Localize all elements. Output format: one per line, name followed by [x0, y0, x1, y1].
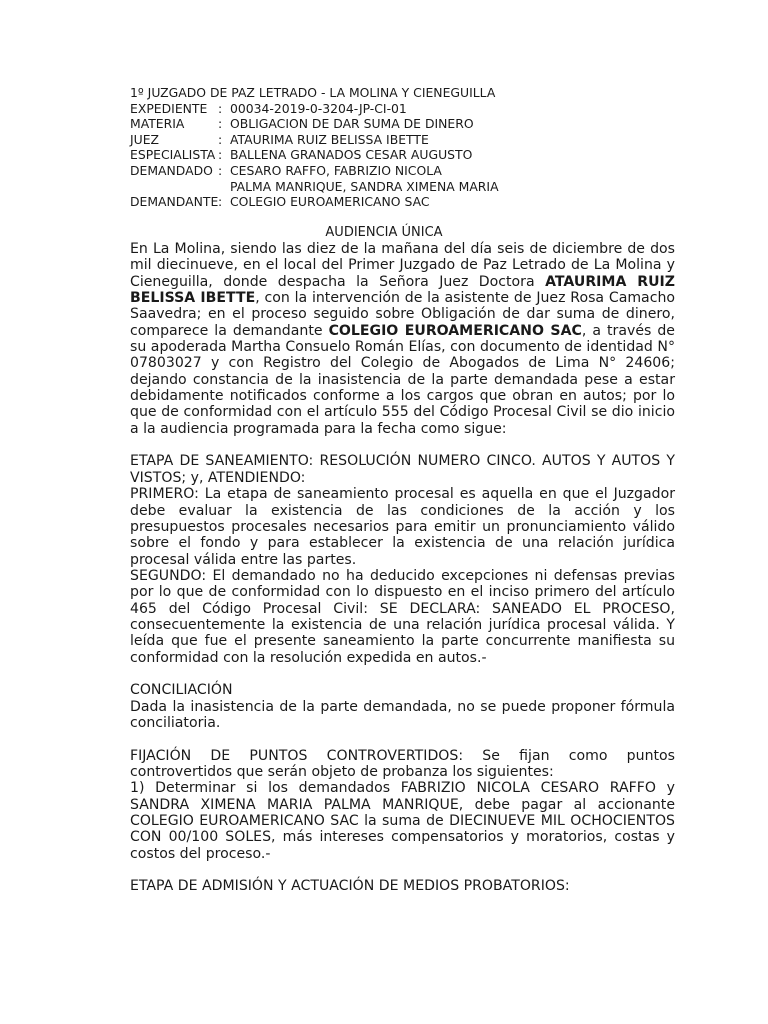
header-row-demandante: DEMANDANTE : COLEGIO EUROAMERICANO SAC — [130, 194, 430, 210]
header-value: 00034-2019-0-3204-JP-CI-01 — [230, 100, 407, 116]
conciliacion-heading: CONCILIACIÓN — [130, 682, 233, 699]
header-value: ATAURIMA RUIZ BELISSA IBETTE — [230, 131, 429, 147]
header-row-demandado: DEMANDADO : CESARO RAFFO, FABRIZIO NICOLA — [130, 162, 442, 178]
document-body — [130, 241, 675, 895]
header-label: DEMANDANTE — [130, 194, 219, 210]
judge-name: ATAURIMA RUIZ BELISSA IBETTE — [130, 273, 676, 307]
header-value: BALLENA GRANADOS CESAR AUGUSTO — [230, 147, 473, 163]
fijacion-point-1: 1) Determinar si los demandados FABRIZIO NICOLA CESARO RAFFO y SANDRA XIMENA MARIA PALMA MANRIQUE, debe pagar al accionante COLEGIO EUROAMERICANO SAC la suma de DIECINUEVE MIL OCHOCIENTOS CON 00/100 SOLES, más intereses compensatorios y moratorios, costas y costos del proceso.- — [130, 780, 675, 862]
header-label: ESPECIALISTA — [130, 147, 216, 163]
admision-heading: ETAPA DE ADMISIÓN Y ACTUACIÓN DE MEDIOS PROBATORIOS: — [130, 878, 570, 895]
header-row-juez: JUEZ : ATAURIMA RUIZ BELISSA IBETTE — [130, 131, 429, 147]
header-label: JUEZ — [130, 131, 160, 147]
header-row-expediente: EXPEDIENTE : 00034-2019-0-3204-JP-CI-01 — [130, 100, 407, 116]
header-value: COLEGIO EUROAMERICANO SAC — [230, 194, 430, 210]
header-value-continuation: PALMA MANRIQUE, SANDRA XIMENA MARIA — [230, 178, 499, 194]
fijacion-heading: FIJACIÓN DE PUNTOS CONTROVERTIDOS: Se fijan como puntos controvertidos que serán objeto de probanza los siguientes: — [130, 747, 675, 780]
conciliacion-text: Dada la inasistencia de la parte demandada, no se puede proponer fórmula conciliatoria. — [130, 698, 675, 731]
saneamiento-heading: ETAPA DE SANEAMIENTO: RESOLUCIÓN NUMERO CINCO. AUTOS Y AUTOS Y VISTOS; y, ATENDIENDO: — [130, 453, 675, 486]
document-title: AUDIENCIA ÚNICA — [325, 225, 443, 240]
header-row-especialista: ESPECIALISTA : BALLENA GRANADOS CESAR AUGUSTO — [130, 147, 473, 163]
header-label: MATERIA — [130, 116, 185, 132]
header-value: CESARO RAFFO, FABRIZIO NICOLA — [230, 162, 442, 178]
saneamiento-primero: PRIMERO: La etapa de saneamiento procesal es aquella en que el Juzgador debe evaluar la existencia de las condiciones de la acción y los presupuestos procesales necesarios para emitir un pronunciamiento válido sobre el fondo y para establecer la existencia de una relación jurídica procesal válida entre las partes. — [130, 486, 675, 568]
court-name: 1º JUZGADO DE PAZ LETRADO - LA MOLINA Y CIENEGUILLA — [130, 85, 496, 100]
header-label: DEMANDADO — [130, 162, 213, 178]
intro-paragraph: En La Molina, siendo las diez de la mañana del día seis de diciembre de dos mil diecinueve, en el local del Primer Juzgado de Paz Letrado de La Molina y Cieneguilla, donde despacha la Señora Juez Doctora ATAURIMA RUIZ BELISSA IBETTE, con la intervención de la asistente de Juez Rosa Camacho Saavedra; en el proceso seguido sobre Obligación de dar suma de dinero, comparece la demandante COLEGIO EUROAMERICANO SAC, a través de su apoderada Martha Consuelo Román Elías, con documento de identidad N° 07803027 y con Registro del Colegio de Abogados de Lima N° 24606; dejando constancia de la inasistencia de la parte demandada pese a estar debidamente notificados conforme a los cargos que obran en autos; por lo que de conformidad con el artículo 555 del Código Procesal Civil se dio inicio a la audiencia programada para la fecha como sigue: — [130, 241, 676, 437]
plaintiff-name: COLEGIO EUROAMERICANO SAC — [328, 322, 582, 339]
header-value: OBLIGACION DE DAR SUMA DE DINERO — [230, 116, 474, 132]
header-label: EXPEDIENTE — [130, 100, 208, 116]
case-header — [130, 85, 499, 210]
header-row-materia: MATERIA : OBLIGACION DE DAR SUMA DE DINERO — [130, 116, 474, 132]
saneamiento-segundo: SEGUNDO: El demandado no ha deducido excepciones ni defensas previas por lo que de conformidad con lo dispuesto en el inciso primero del artículo 465 del Código Procesal Civil: SE DECLARA: SANEADO EL PROCESO, consecuentemente la existencia de una relación jurídica procesal válida. Y leída que fue el presente saneamiento la parte concurrente manifiesta su conformidad con la resolución expedida en autos.- — [130, 567, 675, 666]
